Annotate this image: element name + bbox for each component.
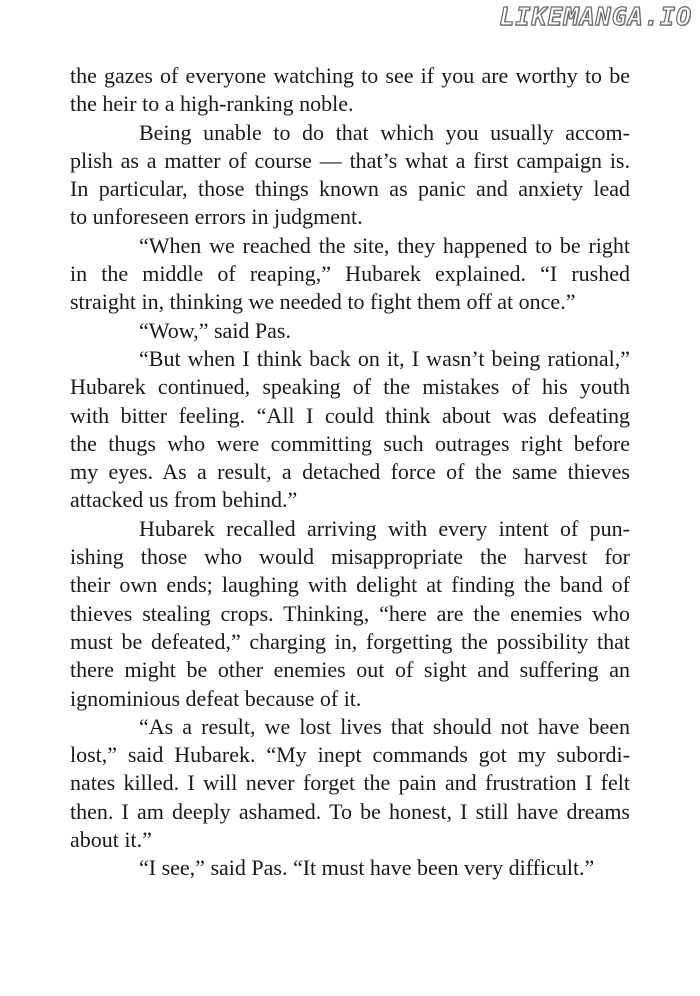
text-line: attacked us from behind.” — [70, 487, 298, 513]
text-line: lost,” said Hubarek. “My inept commands got my subordi- — [70, 742, 630, 768]
text-line: “I see,” said Pas. “It must have been very difficult.” — [139, 855, 595, 881]
text-line: “When we reached the site, they happened to be right — [139, 232, 630, 258]
novel-page-text — [70, 62, 630, 883]
text-line: thieves stealing crops. Thinking, “here are the enemies who — [70, 600, 630, 626]
text-line: ignominious defeat because of it. — [70, 685, 362, 711]
text-line: straight in, thinking we needed to fight them off at once.” — [70, 289, 576, 315]
text-line: then. I am deeply ashamed. To be honest, I still have dreams — [70, 798, 630, 824]
text-line: in the middle of reaping,” Hubarek explained. “I rushed — [70, 261, 630, 287]
text-line: plish as a matter of course — that’s what a first campaign is. — [70, 147, 630, 173]
text-line: “But when I think back on it, I wasn’t being rational,” — [139, 345, 630, 371]
text-line: the gazes of everyone watching to see if you are worthy to be — [70, 63, 630, 88]
text-line: nates killed. I will never forget the pain and frustration I felt — [70, 770, 630, 796]
text-line: the heir to a high-ranking noble. — [70, 91, 354, 117]
text-line: In particular, those things known as panic and anxiety lead — [70, 176, 630, 202]
text-line: the thugs who were committing such outrages right before — [70, 430, 630, 456]
paragraph — [70, 119, 630, 232]
text-line: Hubarek recalled arriving with every intent of pun- — [139, 515, 630, 541]
text-line: “As a result, we lost lives that should not have been — [139, 713, 630, 739]
text-line: Being unable to do that which you usually accom- — [139, 119, 630, 145]
text-line: ishing those who would misappropriate the harvest for — [70, 544, 630, 570]
paragraph — [70, 854, 630, 882]
text-line: their own ends; laughing with delight at finding the band of — [70, 572, 630, 598]
paragraph — [70, 515, 630, 713]
text-line: about it.” — [70, 827, 152, 853]
paragraph — [70, 713, 630, 854]
paragraph — [70, 62, 630, 119]
text-line: to unforeseen errors in judgment. — [70, 204, 363, 230]
text-line: Hubarek continued, speaking of the mistakes of his youth — [70, 374, 630, 400]
text-line: “Wow,” said Pas. — [139, 317, 291, 343]
site-watermark: LIKEMANGA.IO — [499, 2, 692, 31]
text-line: there might be other enemies out of sight and suffering an — [70, 657, 630, 683]
paragraph — [70, 317, 630, 345]
paragraph — [70, 345, 630, 515]
text-line: must be defeated,” charging in, forgetting the possibility that — [70, 628, 630, 654]
paragraph — [70, 232, 630, 317]
text-line: with bitter feeling. “All I could think about was defeating — [70, 402, 630, 428]
text-line: my eyes. As a result, a detached force of the same thieves — [70, 459, 630, 485]
